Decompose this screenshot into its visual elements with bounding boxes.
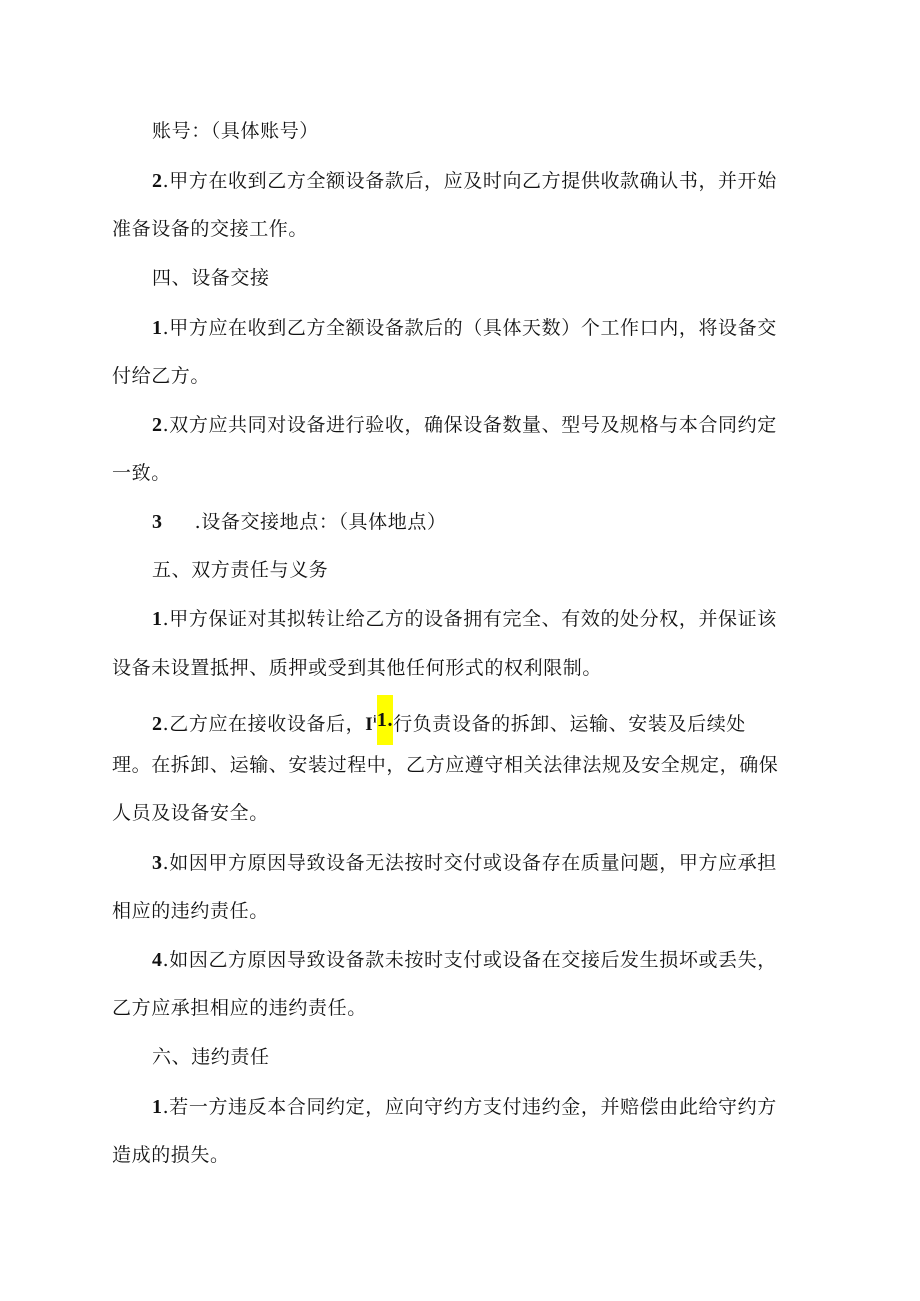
section-heading-4 xyxy=(152,265,270,291)
ocr-artifact-text: I xyxy=(365,714,374,735)
clause-6-1-line-2 xyxy=(112,1142,230,1168)
line-text: 行负责设备的拆卸、运输、安装及后续处 xyxy=(393,713,746,735)
clause-number: 2 xyxy=(152,414,163,436)
clause-3-2-line-1 xyxy=(152,168,777,194)
clause-number: 3 xyxy=(152,511,163,533)
line-text: .甲方在收到乙方全额设备款后，应及时向乙方提供收款确认书，并开始 xyxy=(162,170,777,192)
clause-5-1-line-2 xyxy=(112,655,602,681)
clause-3-2-line-2 xyxy=(112,216,308,242)
clause-number: 1 xyxy=(152,1096,163,1118)
line-text: 乙方应承担相应的违约责任。 xyxy=(112,997,367,1019)
clause-5-2-line-3 xyxy=(112,800,269,826)
clause-4-1-line-1 xyxy=(152,315,777,341)
clause-4-2-line-1 xyxy=(152,412,777,438)
clause-6-1-line-1 xyxy=(152,1094,777,1120)
heading-text: 五、双方责任与义务 xyxy=(152,559,329,581)
clause-number: 3 xyxy=(152,852,163,874)
line-text: 理。在拆卸、运输、安装过程中，乙方应遵守相关法律法规及安全规定，确保 xyxy=(112,754,779,776)
clause-5-3-line-2 xyxy=(112,898,269,924)
clause-5-4-line-1 xyxy=(152,947,777,973)
line-text: .如因乙方原因导致设备款未按时支付或设备在交接后发生损坏或丢失， xyxy=(162,949,777,971)
line-text: .若一方违反本合同约定，应向守约方支付违约金，并赔偿由此给守约方 xyxy=(162,1096,777,1118)
highlighted-text: 1. xyxy=(377,695,393,745)
line-text: 相应的违约责任。 xyxy=(112,900,269,922)
clause-5-2-line-2 xyxy=(112,752,778,778)
clause-number: 2 xyxy=(152,713,163,735)
heading-text: 六、违约责任 xyxy=(152,1046,270,1068)
line-text: .如因甲方原因导致设备无法按时交付或设备存在质量问题，甲方应承担 xyxy=(162,852,777,874)
clause-5-3-line-1 xyxy=(152,850,777,876)
clause-number: 2 xyxy=(152,170,163,192)
clause-4-3-line xyxy=(152,509,447,535)
line-text: 付给乙方。 xyxy=(112,365,211,387)
line-text: .双方应共同对设备进行验收，确保设备数量、型号及规格与本合同约定 xyxy=(162,414,777,436)
account-line xyxy=(152,118,319,144)
line-text: 准备设备的交接工作。 xyxy=(112,218,309,240)
line-text: 账号：（具体账号） xyxy=(152,120,319,142)
line-text: 设备未设置抵押、质押或受到其他任何形式的权利限制。 xyxy=(112,657,603,679)
section-heading-5 xyxy=(152,557,328,583)
line-text: 一致。 xyxy=(112,462,171,484)
line-text: .乙方应在接收设备后， xyxy=(162,713,366,735)
ocr-artifact-superscript: i xyxy=(373,713,377,726)
line-text: 造成的损失。 xyxy=(112,1144,230,1166)
clause-4-2-line-2 xyxy=(112,460,171,486)
section-heading-6 xyxy=(152,1044,270,1070)
line-text: .设备交接地点：（具体地点） xyxy=(194,511,447,533)
clause-number: 1 xyxy=(152,317,163,339)
clause-5-1-line-1 xyxy=(152,606,777,632)
line-text: .甲方保证对其拟转让给乙方的设备拥有完全、有效的处分权，并保证该 xyxy=(162,608,777,630)
clause-5-2-line-1 xyxy=(152,705,746,745)
clause-5-4-line-2 xyxy=(112,995,367,1021)
line-text: .甲方应在收到乙方全额设备款后的（具体天数）个工作口内，将设备交 xyxy=(162,317,777,339)
line-text: 人员及设备安全。 xyxy=(112,802,269,824)
clause-number: 4 xyxy=(152,949,163,971)
heading-text: 四、设备交接 xyxy=(152,267,270,289)
clause-number: 1 xyxy=(152,608,163,630)
clause-4-1-line-2 xyxy=(112,363,210,389)
